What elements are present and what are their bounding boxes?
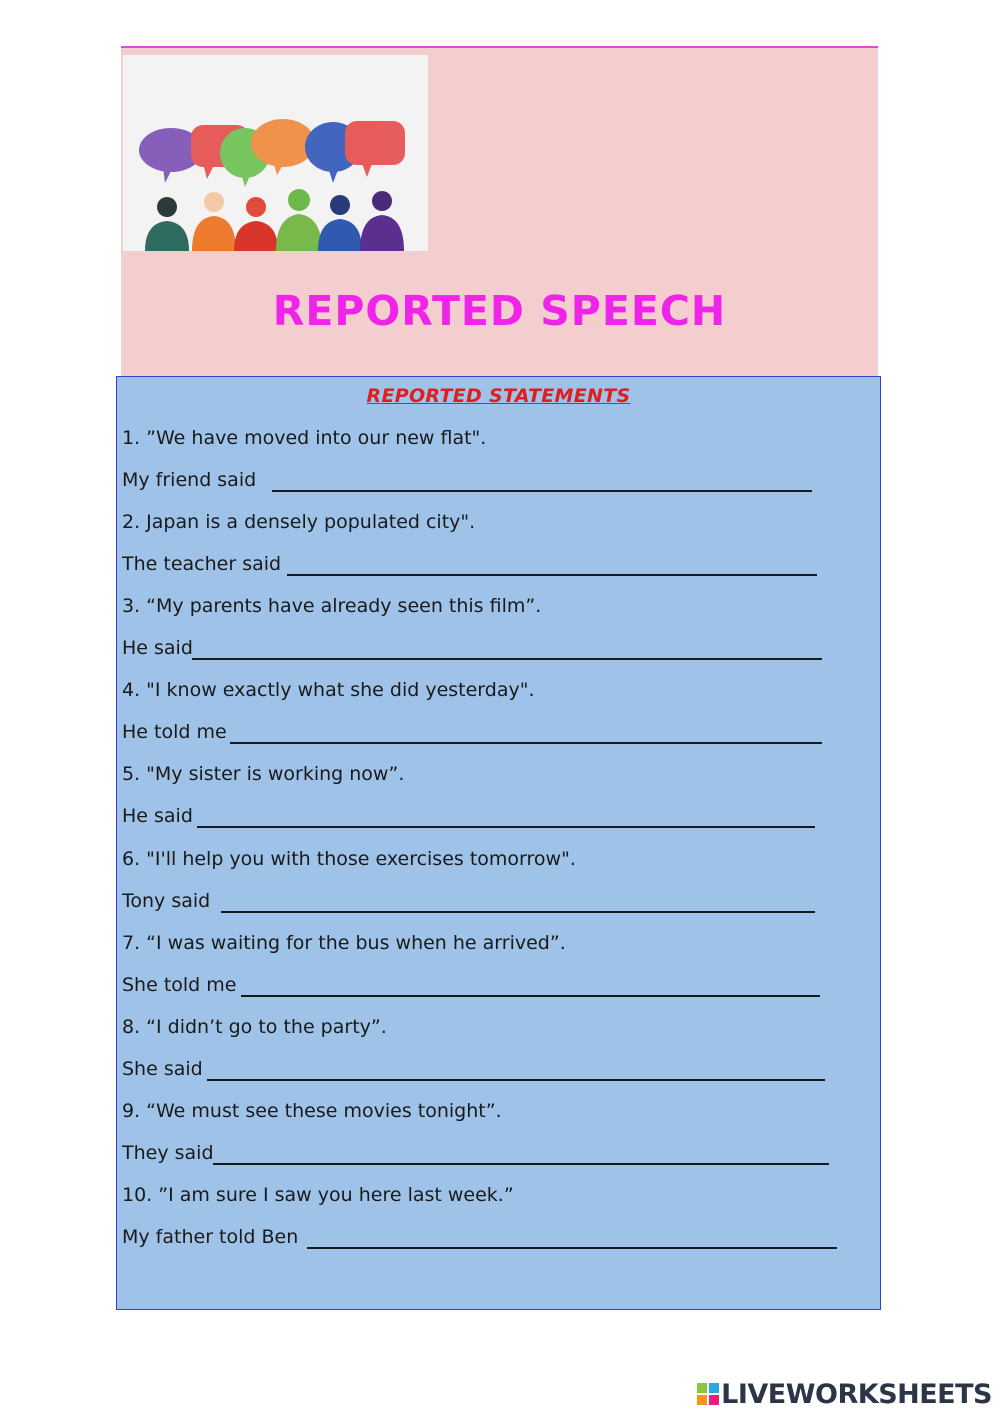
prompt-7: She told me (122, 974, 237, 996)
answer-line-1[interactable] (272, 490, 812, 492)
answer-line-2[interactable] (287, 574, 817, 576)
sentence-3: 3. “My parents have already seen this film”. (122, 595, 542, 617)
prompt-8: She said (122, 1058, 203, 1080)
prompt-9: They said (122, 1142, 214, 1164)
prompt-10: My father told Ben (122, 1226, 299, 1248)
sentence-5: 5. "My sister is working now”. (122, 763, 405, 785)
prompt-1: My friend said (122, 469, 257, 491)
answer-line-10[interactable] (307, 1247, 837, 1249)
prompt-6: Tony said (122, 890, 211, 912)
sentence-6: 6. "I'll help you with those exercises tomorrow". (122, 848, 576, 870)
answer-line-6[interactable] (221, 911, 815, 913)
answer-line-3[interactable] (192, 658, 822, 660)
section-title: REPORTED STATEMENTS (366, 385, 631, 407)
sentence-1: 1. ”We have moved into our new flat". (122, 427, 487, 449)
answer-line-5[interactable] (197, 826, 815, 828)
answer-line-8[interactable] (207, 1079, 825, 1081)
liveworksheets-logo-icon (697, 1383, 719, 1405)
exercise-panel (116, 376, 881, 1310)
sentence-2: 2. Japan is a densely populated city". (122, 511, 476, 533)
sentence-10: 10. ”I am sure I saw you here last week.” (122, 1184, 514, 1206)
prompt-3: He said (122, 637, 193, 659)
sentence-4: 4. "I know exactly what she did yesterday". (122, 679, 535, 701)
speech-bubbles-people-icon (123, 55, 428, 251)
sentence-7: 7. “I was waiting for the bus when he arrived”. (122, 932, 566, 954)
page-title: REPORTED SPEECH (272, 287, 727, 335)
prompt-5: He said (122, 805, 193, 827)
footer-brand-text: LIVEWORKSHEETS (721, 1378, 992, 1410)
prompt-4: He told me (122, 721, 227, 743)
answer-line-7[interactable] (241, 995, 820, 997)
answer-line-4[interactable] (230, 742, 822, 744)
answer-line-9[interactable] (213, 1163, 829, 1165)
prompt-2: The teacher said (122, 553, 282, 575)
sentence-8: 8. “I didn’t go to the party”. (122, 1016, 387, 1038)
sentence-9: 9. “We must see these movies tonight”. (122, 1100, 502, 1122)
footer-brand (697, 1375, 992, 1413)
